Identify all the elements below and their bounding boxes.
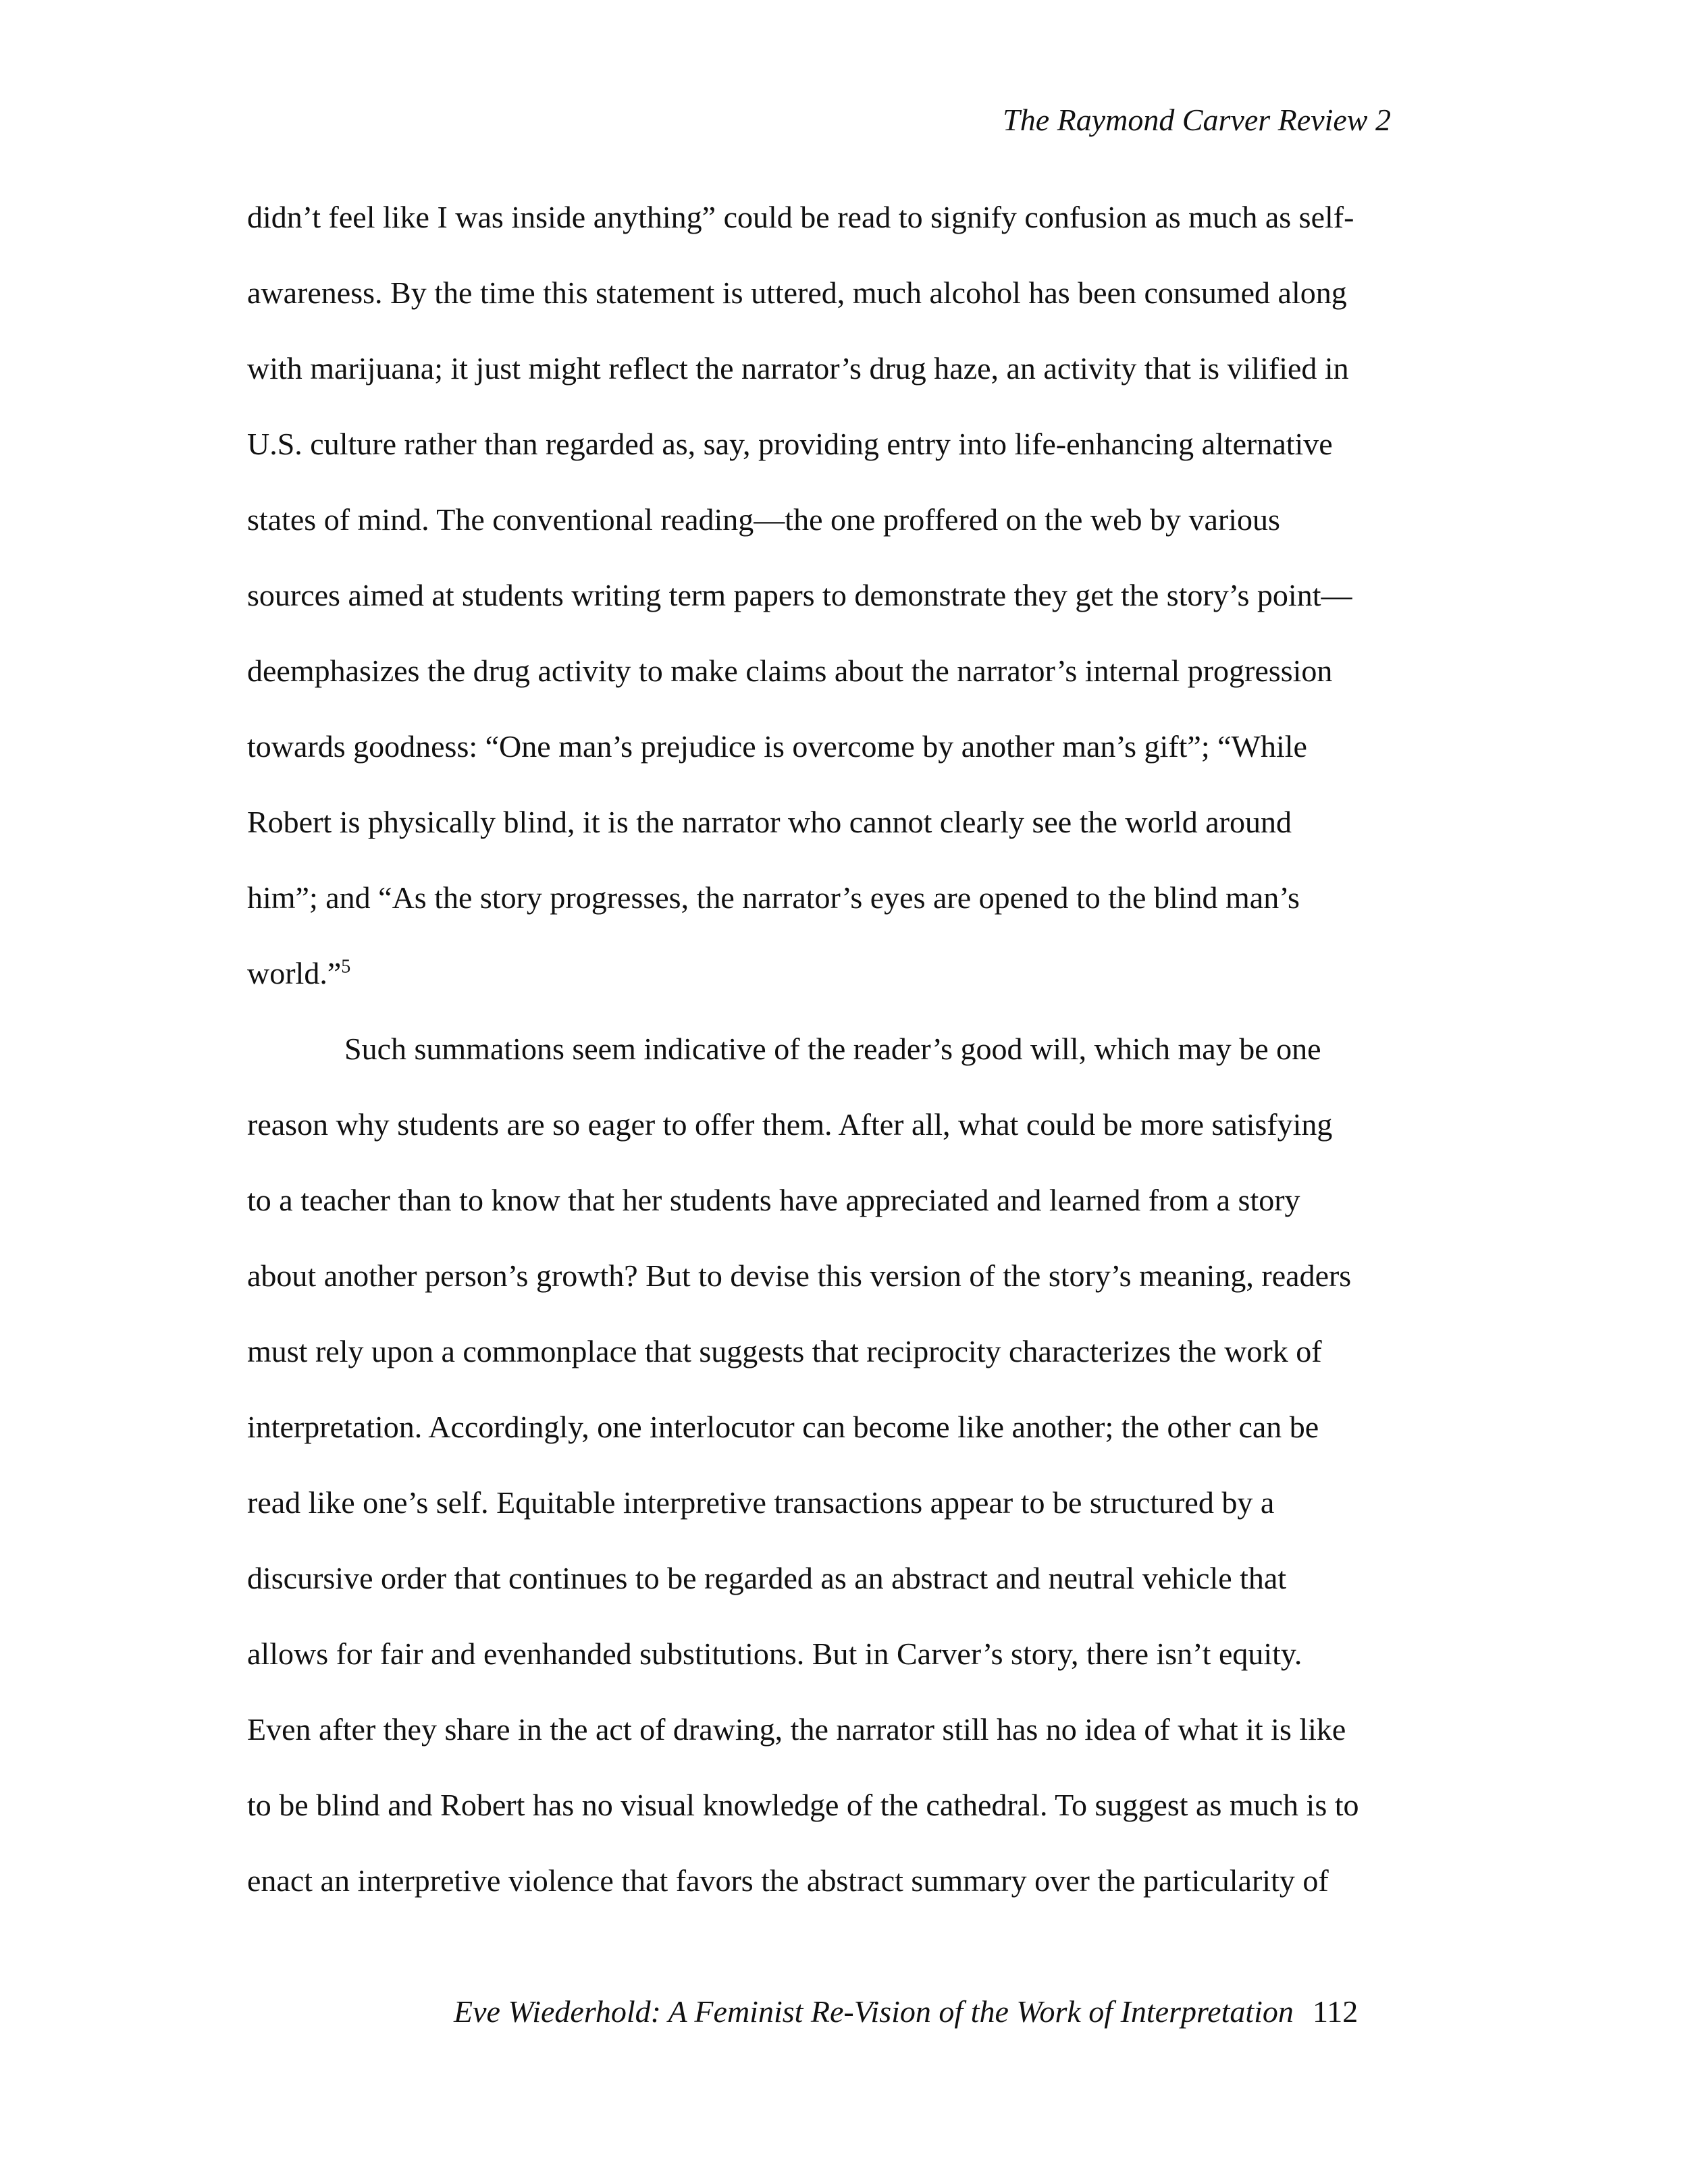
text-line: him”; and “As the story progresses, the narrator’s eyes are opened to the blind man’s bbox=[247, 880, 1300, 915]
text-line: to be blind and Robert has no visual knowledge of the cathedral. To suggest as much is to bbox=[247, 1788, 1359, 1822]
text-line: sources aimed at students writing term papers to demonstrate they get the story’s point— bbox=[247, 578, 1352, 612]
running-header: The Raymond Carver Review 2 bbox=[1003, 103, 1391, 137]
text-line: allows for fair and evenhanded substitutions. But in Carver’s story, there isn’t equity. bbox=[247, 1636, 1302, 1671]
text-line: didn’t feel like I was inside anything” could be read to signify confusion as much as self- bbox=[247, 200, 1354, 234]
text-line: states of mind. The conventional reading—the one proffered on the web by various bbox=[247, 502, 1280, 537]
footer-article-title: Eve Wiederhold: A Feminist Re-Vision of the Work of Interpretation bbox=[454, 1994, 1294, 2029]
text-line: read like one’s self. Equitable interpretive transactions appear to be structured by a bbox=[247, 1485, 1275, 1520]
text-line: Even after they share in the act of drawing, the narrator still has no idea of what it is like bbox=[247, 1712, 1346, 1747]
text-line: reason why students are so eager to offer them. After all, what could be more satisfying bbox=[247, 1107, 1333, 1142]
text-line: interpretation. Accordingly, one interlocutor can become like another; the other can be bbox=[247, 1410, 1319, 1444]
text-line: enact an interpretive violence that favors the abstract summary over the particularity of bbox=[247, 1863, 1329, 1898]
text-span: world.” bbox=[247, 956, 342, 990]
text-line: Robert is physically blind, it is the narrator who cannot clearly see the world around bbox=[247, 805, 1292, 839]
page-number: 112 bbox=[1312, 1994, 1359, 2029]
text-line: must rely upon a commonplace that suggests that reciprocity characterizes the work of bbox=[247, 1334, 1322, 1368]
text-line-with-footnote bbox=[247, 953, 350, 994]
text-line: discursive order that continues to be regarded as an abstract and neutral vehicle that bbox=[247, 1561, 1287, 1595]
text-line: to a teacher than to know that her students have appreciated and learned from a story bbox=[247, 1183, 1300, 1217]
footnote-reference[interactable]: 5 bbox=[341, 956, 351, 978]
text-line: towards goodness: “One man’s prejudice is overcome by another man’s gift”; “While bbox=[247, 729, 1307, 764]
text-line: deemphasizes the drug activity to make claims about the narrator’s internal progression bbox=[247, 654, 1333, 688]
text-line: awareness. By the time this statement is uttered, much alcohol has been consumed along bbox=[247, 275, 1347, 310]
running-footer bbox=[454, 1992, 1358, 2032]
text-line: with marijuana; it just might reflect the narrator’s drug haze, an activity that is vilified in bbox=[247, 351, 1349, 385]
paragraph-first-line: Such summations seem indicative of the reader’s good will, which may be one bbox=[344, 1032, 1321, 1066]
text-line: U.S. culture rather than regarded as, say, providing entry into life-enhancing alternative bbox=[247, 427, 1333, 461]
text-line: about another person’s growth? But to devise this version of the story’s meaning, readers bbox=[247, 1258, 1352, 1293]
